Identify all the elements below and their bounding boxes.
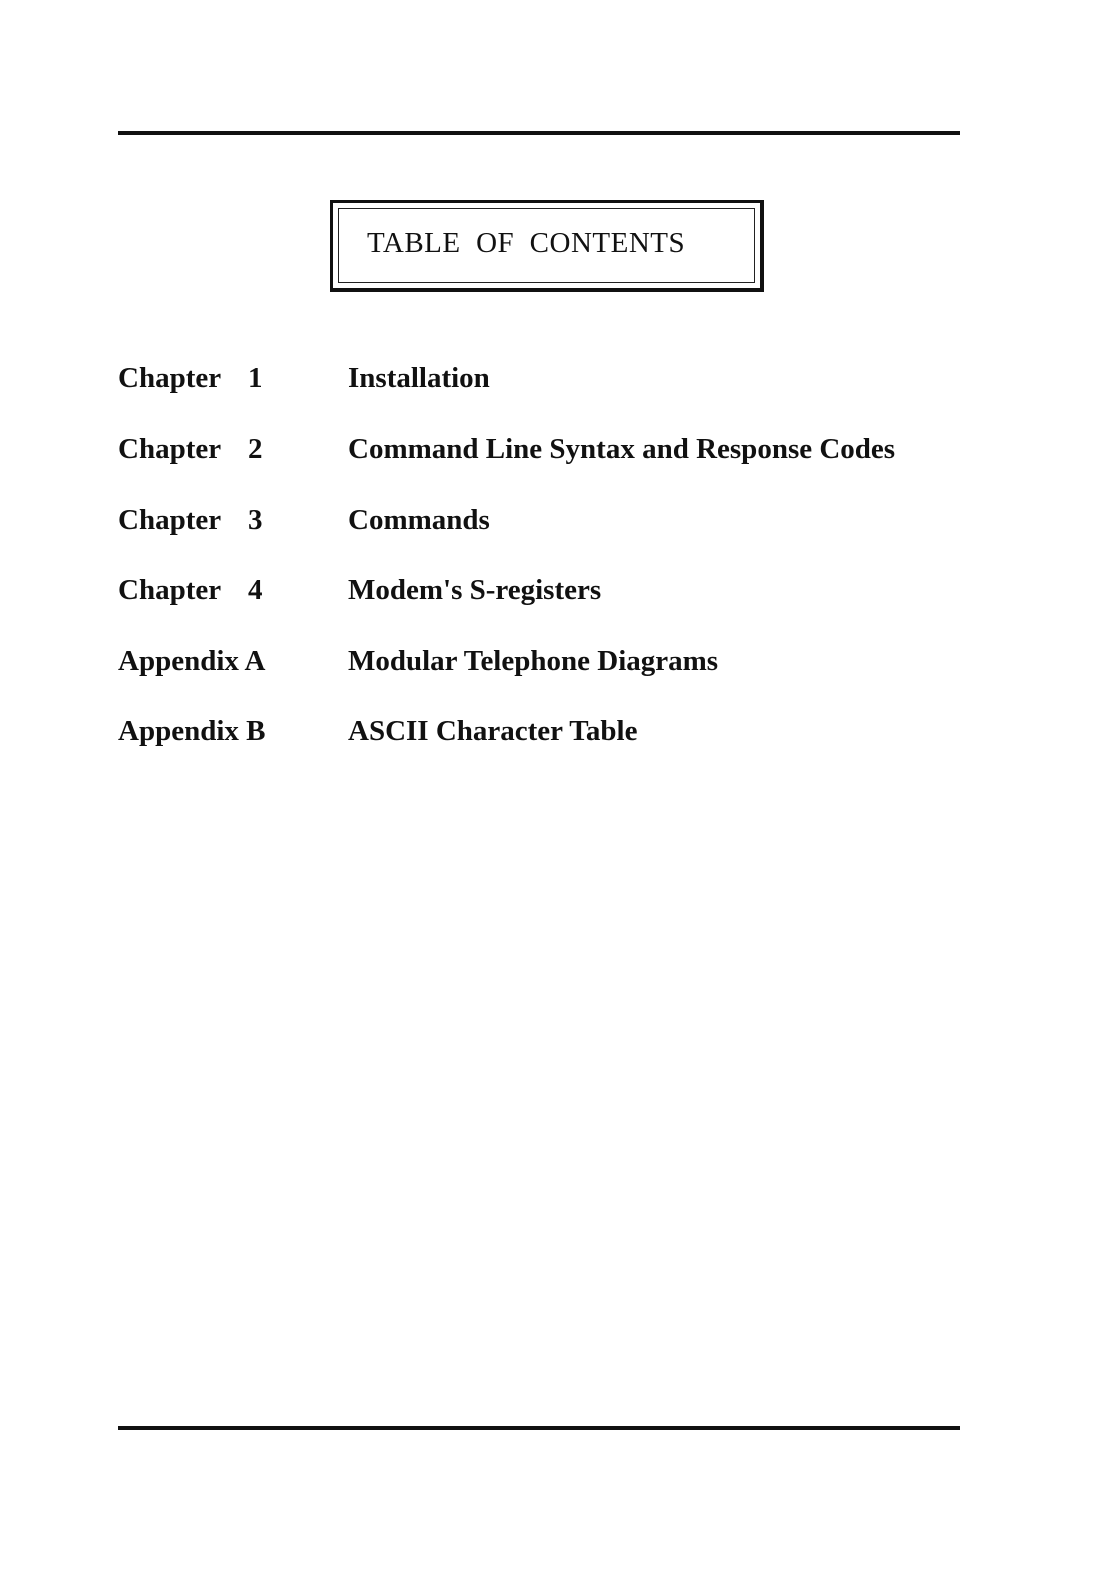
toc-entry-title: Commands	[348, 504, 490, 536]
toc-entry-title: Modular Telephone Diagrams	[348, 645, 719, 677]
toc-number: 3	[248, 504, 263, 536]
toc-row-chapter-4	[118, 574, 960, 614]
toc-row-chapter-1	[118, 362, 960, 402]
toc-entry-title: Installation	[348, 362, 490, 394]
toc-number: 2	[248, 433, 263, 465]
toc-row-chapter-3	[118, 504, 960, 544]
toc-label: Chapter	[118, 362, 222, 394]
toc-row-appendix-b	[118, 715, 960, 755]
toc-entry-title: Command Line Syntax and Response Codes	[348, 433, 896, 465]
bottom-rule	[118, 1426, 960, 1430]
page-title: TABLE OF CONTENTS	[367, 227, 686, 259]
toc-row-appendix-a	[118, 645, 960, 685]
toc-number: 1	[248, 362, 263, 394]
toc-label: Chapter	[118, 574, 222, 606]
toc-entry-title: ASCII Character Table	[348, 715, 638, 747]
toc-row-chapter-2	[118, 433, 960, 473]
top-rule	[118, 131, 960, 135]
toc-number: 4	[248, 574, 263, 606]
toc-label: Appendix A	[118, 645, 266, 677]
toc-label: Appendix B	[118, 715, 266, 747]
toc-label: Chapter	[118, 433, 222, 465]
toc-entry-title: Modem's S-registers	[348, 574, 602, 606]
toc-label: Chapter	[118, 504, 222, 536]
title-box	[330, 200, 764, 292]
